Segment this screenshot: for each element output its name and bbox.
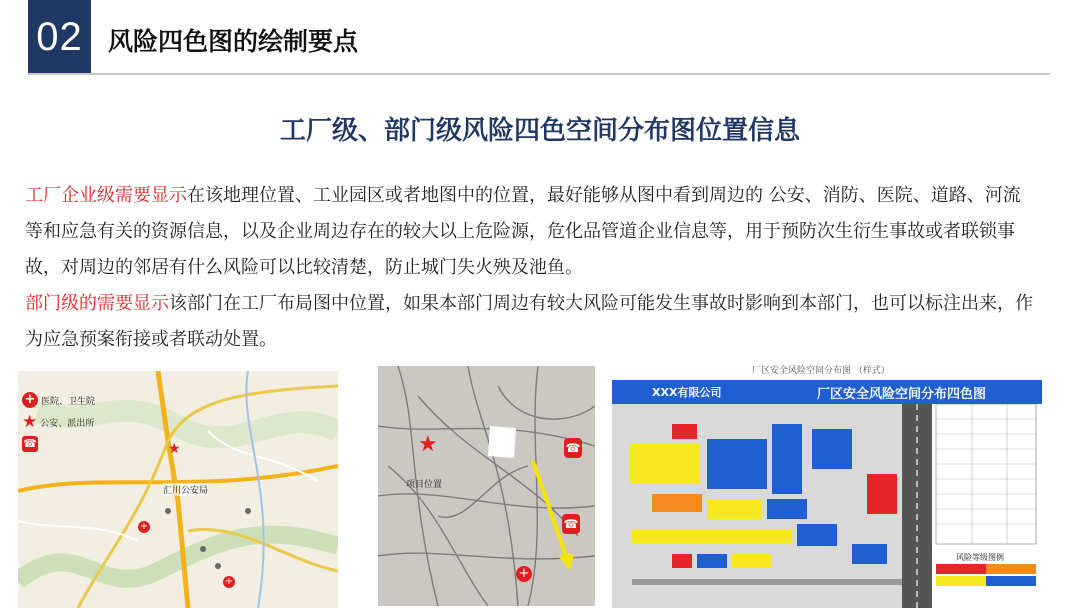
police-star-icon: ★ — [168, 441, 181, 457]
section-number-badge: 02 — [28, 0, 91, 74]
police-star-icon: ★ — [22, 412, 38, 432]
legend-label: 公安、派出所 — [40, 418, 95, 429]
project-star-icon: ★ — [418, 432, 438, 457]
hospital-cross-icon: + — [224, 576, 234, 587]
risk-map-caption: 厂区安全风险空间分布图 （样式） — [752, 366, 890, 376]
regional-map-image — [18, 371, 338, 608]
hospital-cross-icon: + — [22, 392, 38, 408]
location-map-image — [378, 366, 595, 606]
paragraph-department — [25, 286, 1035, 358]
section-title: 风险四色图的绘制要点 — [108, 27, 359, 56]
body-text — [25, 178, 1035, 358]
legend-item — [22, 411, 95, 433]
company-name: XXX有限公司 — [652, 386, 722, 399]
phone-icon: ☎ — [562, 514, 580, 534]
phone-icon: ☎ — [564, 438, 582, 458]
risk-map-title: 厂区安全风险空间分布四色图 — [817, 387, 987, 402]
paragraph-highlight: 部门级的需要显示 — [25, 293, 169, 314]
risk-map-header — [612, 380, 1042, 404]
map-legend — [22, 389, 95, 455]
legend-label: 医院、卫生院 — [41, 396, 96, 407]
hospital-cross-icon: + — [516, 566, 532, 582]
header-divider — [28, 73, 1050, 75]
phone-icon: ☎ — [23, 437, 37, 450]
paragraph-highlight: 工厂企业级需要显示 — [25, 185, 187, 206]
legend-item — [22, 433, 95, 455]
main-title: 工厂级、部门级风险四色空间分布图位置信息 — [279, 116, 800, 146]
hospital-cross-icon: + — [139, 521, 149, 532]
factory-risk-map-image — [612, 363, 1042, 608]
project-location-label: 项目位置 — [406, 480, 443, 490]
map-place-label: 汇川公安局 — [163, 483, 208, 496]
legend-item — [22, 389, 95, 411]
paragraph-text: 该部门在工厂布局图中位置，如果本部门周边有较大风险可能发生事故时影响到本部门，也可以标注出来，作为应急预案衔接或者联动处置。 — [25, 293, 1033, 350]
paragraph-text: 在该地理位置、工业园区或者地图中的位置，最好能够从图中看到周边的 公安、消防、医院、道路、河流等和应急有关的资源信息，以及企业周边存在的较大以上危险源，危化品管道企业信息等，用于预防次生衍生事故或者联锁事故，对周边的邻居有什么风险可以比较清楚，防止城门失火殃及池鱼。 — [25, 185, 1021, 278]
risk-legend-title: 风险等级图例 — [956, 553, 1004, 562]
paragraph-factory — [25, 178, 1035, 286]
